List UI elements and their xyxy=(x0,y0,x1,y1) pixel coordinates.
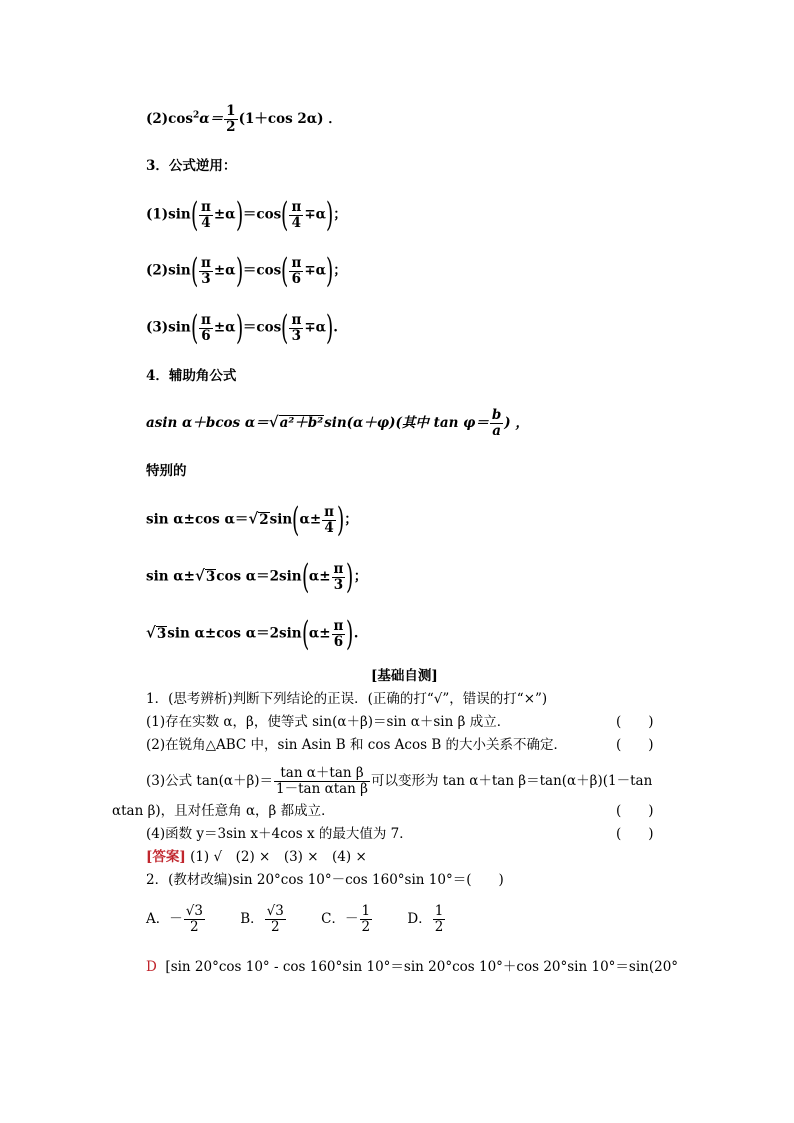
special-formula-2 xyxy=(146,557,368,597)
answer-tag: [答案] xyxy=(146,849,186,865)
left-paren: ( xyxy=(281,251,289,291)
item-text: (3)公式 tan(α＋β)＝ xyxy=(146,773,274,789)
sqrt-symbol: √ xyxy=(248,509,259,528)
solution-letter: D xyxy=(146,959,157,975)
numerator: 1 xyxy=(226,103,236,119)
question-1-item-1: (1)存在实数 α，β，使等式 sin(α＋β)＝sin α＋sin β 成立． xyxy=(146,714,511,730)
fraction xyxy=(322,505,336,536)
question-2-stem: 2．(教材改编)sin 20°cos 10°－cos 160°sin 10°＝( ) xyxy=(146,872,504,888)
denominator: 3 xyxy=(201,270,211,287)
denominator: a xyxy=(492,423,501,439)
question-1-item-3-cont: αtan β)，且对任意角 α，β 都成立． xyxy=(112,803,335,819)
question-1-item-4: (4)函数 y＝3sin x＋4cos x 的最大值为 7． xyxy=(146,826,413,842)
denominator: 3 xyxy=(291,327,302,344)
numerator: π xyxy=(200,254,211,271)
numerator: b xyxy=(491,407,502,423)
formula-text: sin α±cos α＝2sin xyxy=(167,625,302,642)
answer-blank: ( ) xyxy=(616,714,654,730)
denominator: 4 xyxy=(201,214,211,231)
right-paren: ) xyxy=(346,614,354,654)
option-label: D． xyxy=(407,911,432,927)
right-paren: ) xyxy=(326,308,334,348)
formula-text: ∓α xyxy=(304,262,327,279)
fraction xyxy=(184,904,205,935)
formula-text: (1)sin xyxy=(146,206,191,223)
fraction xyxy=(289,256,303,287)
option-label: C．－ xyxy=(321,911,359,927)
question-1-stem: 1．(思考辨析)判断下列结论的正误．(正确的打“√”，错误的打“×”) xyxy=(146,691,548,707)
option-label: A．－ xyxy=(146,911,183,927)
option-label: B． xyxy=(240,911,264,927)
denominator: 3 xyxy=(333,576,344,593)
denominator: 2 xyxy=(190,919,199,935)
right-paren: ) xyxy=(326,251,334,291)
denominator: 6 xyxy=(291,270,302,287)
right-paren: ) xyxy=(337,500,345,540)
fraction xyxy=(360,904,373,935)
fraction xyxy=(289,200,303,231)
numerator: 1 xyxy=(361,903,371,919)
option-a[interactable] xyxy=(146,903,206,935)
answer-blank: ( ) xyxy=(616,737,654,753)
numerator: π xyxy=(291,198,302,215)
formula-text: ＝cos xyxy=(242,206,282,223)
solution-text: [sin 20°cos 10° - cos 160°sin 10°＝sin 20°cos 10°＋cos 20°sin 10°＝sin(20° xyxy=(165,959,679,975)
radicand: 3 xyxy=(205,568,216,585)
sqrt-symbol: √ xyxy=(268,413,279,431)
formula-text: ； xyxy=(344,511,358,528)
left-paren: ( xyxy=(190,251,198,291)
left-paren: ( xyxy=(190,308,198,348)
answer-text: (1) √ (2) × (3) × (4) × xyxy=(185,849,367,865)
sqrt-symbol: √ xyxy=(194,566,205,585)
formula-text: ±α xyxy=(213,319,236,336)
fraction xyxy=(265,904,286,935)
radicand: 3 xyxy=(156,625,167,642)
fraction xyxy=(332,562,346,593)
formula-text: ＝cos xyxy=(242,319,282,336)
formula-text: ； xyxy=(333,262,347,279)
numerator: tan α＋tan β xyxy=(274,766,370,782)
left-paren: ( xyxy=(301,614,309,654)
question-1-item-3 xyxy=(146,766,652,797)
reverse-formula-2 xyxy=(146,251,347,291)
special-cases-label: 特别的 xyxy=(146,463,187,479)
denominator: 6 xyxy=(333,633,344,650)
right-paren: ) xyxy=(235,195,243,235)
formula-text: ∓α xyxy=(304,319,327,336)
special-formula-1 xyxy=(146,500,358,540)
numerator: √3 xyxy=(266,903,284,919)
sqrt-symbol: √ xyxy=(146,623,156,642)
fraction xyxy=(224,104,237,135)
formula-text: α± xyxy=(299,511,322,528)
numerator: π xyxy=(333,617,344,634)
formula-text: (2)sin xyxy=(146,262,191,279)
option-c[interactable] xyxy=(321,903,373,935)
denominator: 4 xyxy=(324,519,334,536)
denominator: 2 xyxy=(361,919,371,935)
fraction xyxy=(199,313,213,344)
item-text: 可以变形为 tan α＋tan β＝tan(α＋β)(1－tan xyxy=(370,773,653,789)
numerator: π xyxy=(324,503,335,520)
formula-text: (1＋cos 2α) ． xyxy=(238,111,342,127)
formula-text: asin α＋bcos α＝ xyxy=(146,415,269,431)
numerator: π xyxy=(200,311,211,328)
left-paren: ( xyxy=(292,500,300,540)
left-paren: ( xyxy=(190,195,198,235)
left-paren: ( xyxy=(301,557,309,597)
formula-text: (3)sin xyxy=(146,319,191,336)
fraction xyxy=(199,256,213,287)
section-heading-4: 4．辅助角公式 xyxy=(146,368,237,384)
formula-text: ∓α xyxy=(304,206,327,223)
formula-text: α± xyxy=(308,568,331,585)
answer-blank: ( ) xyxy=(616,826,654,842)
formula-text: . xyxy=(353,625,359,642)
formula-text: α± xyxy=(308,625,331,642)
formula-text: sin α±cos α＝ xyxy=(146,511,249,528)
fraction xyxy=(199,200,213,231)
fraction xyxy=(332,619,346,650)
superscript: 2 xyxy=(193,110,200,121)
option-d[interactable] xyxy=(407,903,446,935)
formula-text: ) ， xyxy=(504,415,529,431)
formula-text: sin(α＋φ)(其中 tan φ＝ xyxy=(324,415,489,431)
formula-text: ±α xyxy=(213,206,236,223)
denominator: 4 xyxy=(291,214,302,231)
solution-line xyxy=(146,958,678,976)
section-heading-3: 3．公式逆用： xyxy=(146,158,237,174)
numerator: √3 xyxy=(185,903,203,919)
formula-text: ±α xyxy=(213,262,236,279)
right-paren: ) xyxy=(326,195,334,235)
formula-text: cos α＝2sin xyxy=(216,568,302,585)
right-paren: ) xyxy=(235,251,243,291)
numerator: π xyxy=(200,198,211,215)
numerator: 1 xyxy=(434,903,444,919)
formula-text: (2)cos xyxy=(146,111,193,127)
reverse-formula-1 xyxy=(146,195,347,235)
left-paren: ( xyxy=(281,195,289,235)
denominator: 2 xyxy=(270,919,280,935)
left-paren: ( xyxy=(281,308,289,348)
formula-text: ； xyxy=(353,568,368,585)
option-b[interactable] xyxy=(240,903,287,935)
numerator: π xyxy=(291,254,302,271)
radicand: 2 xyxy=(259,511,269,528)
numerator: π xyxy=(291,311,302,328)
right-paren: ) xyxy=(346,557,354,597)
answer-line xyxy=(146,848,367,866)
formula-text: ； xyxy=(333,206,347,223)
question-2-options xyxy=(146,904,446,935)
denominator: 2 xyxy=(434,919,444,935)
reverse-formula-3 xyxy=(146,308,338,348)
question-1-item-2: (2)在锐角△ABC 中，sin Asin B 和 cos Acos B 的大小关系不确定． xyxy=(146,737,568,753)
self-test-title: [基础自测] xyxy=(371,668,438,684)
answer-blank: ( ) xyxy=(616,803,654,819)
fraction xyxy=(289,313,303,344)
fraction xyxy=(274,766,370,797)
formula-text: sin xyxy=(269,511,293,528)
formula-text: sin α± xyxy=(146,568,195,585)
denominator: 2 xyxy=(226,119,236,135)
radicand: a²＋b² xyxy=(279,415,324,431)
denominator: 6 xyxy=(201,327,211,344)
formula-cos-double-angle xyxy=(146,104,342,135)
special-formula-3 xyxy=(146,614,359,654)
formula-text: . xyxy=(333,319,338,336)
auxiliary-angle-formula xyxy=(146,408,529,439)
fraction xyxy=(490,408,503,439)
denominator: 1－tan αtan β xyxy=(276,781,368,797)
formula-text: α＝ xyxy=(199,111,224,127)
numerator: π xyxy=(333,560,344,577)
formula-text: ＝cos xyxy=(242,262,282,279)
fraction xyxy=(433,904,446,935)
right-paren: ) xyxy=(235,308,243,348)
